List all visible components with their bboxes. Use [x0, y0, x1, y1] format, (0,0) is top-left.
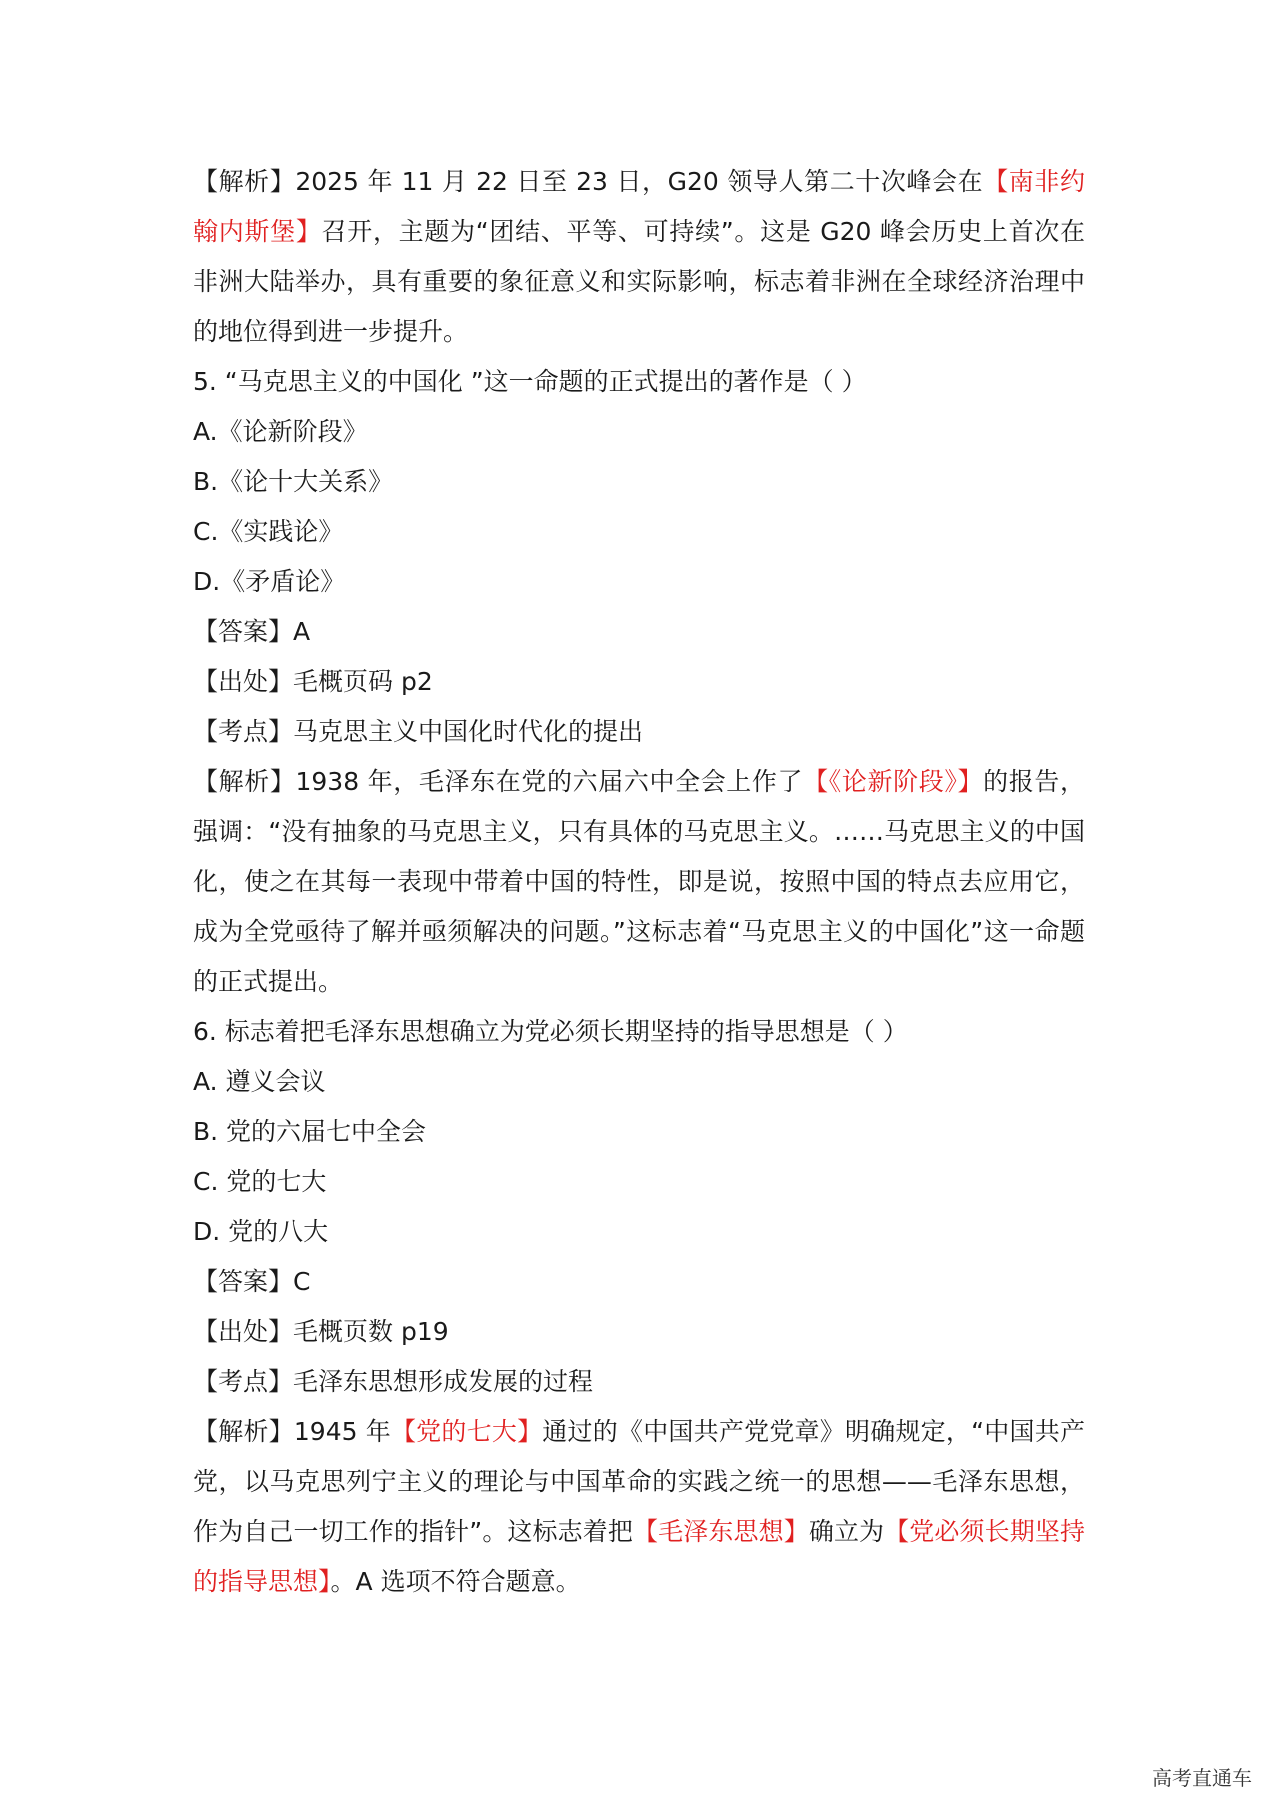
highlighted-text: 【《论新阶段》】 [803, 767, 984, 796]
q5-question [193, 357, 1085, 407]
q6-source [193, 1307, 1085, 1357]
text-run: 【答案】C [193, 1267, 311, 1296]
q4-analysis [193, 157, 1085, 357]
text-run: 召开，主题为“团结、平等、可持续”。这是 G20 峰会历史上首次在非洲大陆举办，具有重要的象征意义和实际影响，标志着非洲在全球经济治理中的地位得到进一步提升。 [193, 217, 1085, 346]
text-run: B.《论十大关系》 [193, 467, 394, 496]
text-run: 【出处】毛概页码 p2 [193, 667, 433, 696]
q5-analysis [193, 757, 1085, 1007]
highlighted-text: 【毛泽东思想】 [633, 1517, 809, 1546]
text-run: 【解析】1938 年，毛泽东在党的六届六中全会上作了 [193, 767, 804, 796]
text-run: 【解析】1945 年 [193, 1417, 391, 1446]
q5-option-c [193, 507, 1085, 557]
q6-analysis [193, 1407, 1085, 1607]
q6-point [193, 1357, 1085, 1407]
text-run: D. 党的八大 [193, 1217, 329, 1246]
text-run: 。A 选项不符合题意。 [330, 1567, 581, 1596]
text-run: 【考点】马克思主义中国化时代化的提出 [193, 717, 644, 746]
text-run: D.《矛盾论》 [193, 567, 346, 596]
text-run: 【答案】A [193, 617, 311, 646]
text-run: 的报告，强调：“没有抽象的马克思主义，只有具体的马克思主义。……马克思主义的中国化，使之在其每一表现中带着中国的特性，即是说，按照中国的特点去应用它，成为全党亟待了解并亟须解决的问题。”这标志着“马克思主义的中国化”这一命题的正式提出。 [193, 767, 1085, 996]
q5-point [193, 707, 1085, 757]
watermark: 高考直通车 [1152, 1766, 1252, 1790]
q5-option-d [193, 557, 1085, 607]
highlighted-text: 【南非约翰内斯堡】 [193, 167, 1085, 246]
text-run: C.《实践论》 [193, 517, 344, 546]
text-run: 通过的《中国共产党党章》明确规定，“中国共产党，以马克思列宁主义的理论与中国革命的实践之统一的思想——毛泽东思想，作为自己一切工作的指针”。这标志着把 [193, 1417, 1085, 1546]
text-run: 确立为 [808, 1517, 885, 1546]
text-run: A.《论新阶段》 [193, 417, 368, 446]
q6-option-b [193, 1107, 1085, 1157]
text-run: B. 党的六届七中全会 [193, 1117, 427, 1146]
text-run: A. 遵义会议 [193, 1067, 326, 1096]
q6-option-d [193, 1207, 1085, 1257]
text-run: 6. 标志着把毛泽东思想确立为党必须长期坚持的指导思想是（ ） [193, 1017, 908, 1046]
q5-option-a [193, 407, 1085, 457]
q6-answer [193, 1257, 1085, 1307]
q5-option-b [193, 457, 1085, 507]
q5-answer [193, 607, 1085, 657]
document-body [193, 157, 1085, 1607]
highlighted-text: 【党的七大】 [390, 1417, 543, 1446]
text-run: C. 党的七大 [193, 1167, 327, 1196]
text-run: 【解析】2025 年 11 月 22 日至 23 日，G20 领导人第二十次峰会在 [193, 167, 984, 196]
q5-source [193, 657, 1085, 707]
text-run: 【考点】毛泽东思想形成发展的过程 [193, 1367, 594, 1396]
text-run: 【出处】毛概页数 p19 [193, 1317, 449, 1346]
q6-option-a [193, 1057, 1085, 1107]
q6-option-c [193, 1157, 1085, 1207]
q6-question [193, 1007, 1085, 1057]
text-run: 5. “马克思主义的中国化 ”这一命题的正式提出的著作是（ ） [193, 367, 867, 396]
highlighted-text: 【党必须长期坚持的指导思想】 [193, 1517, 1085, 1596]
